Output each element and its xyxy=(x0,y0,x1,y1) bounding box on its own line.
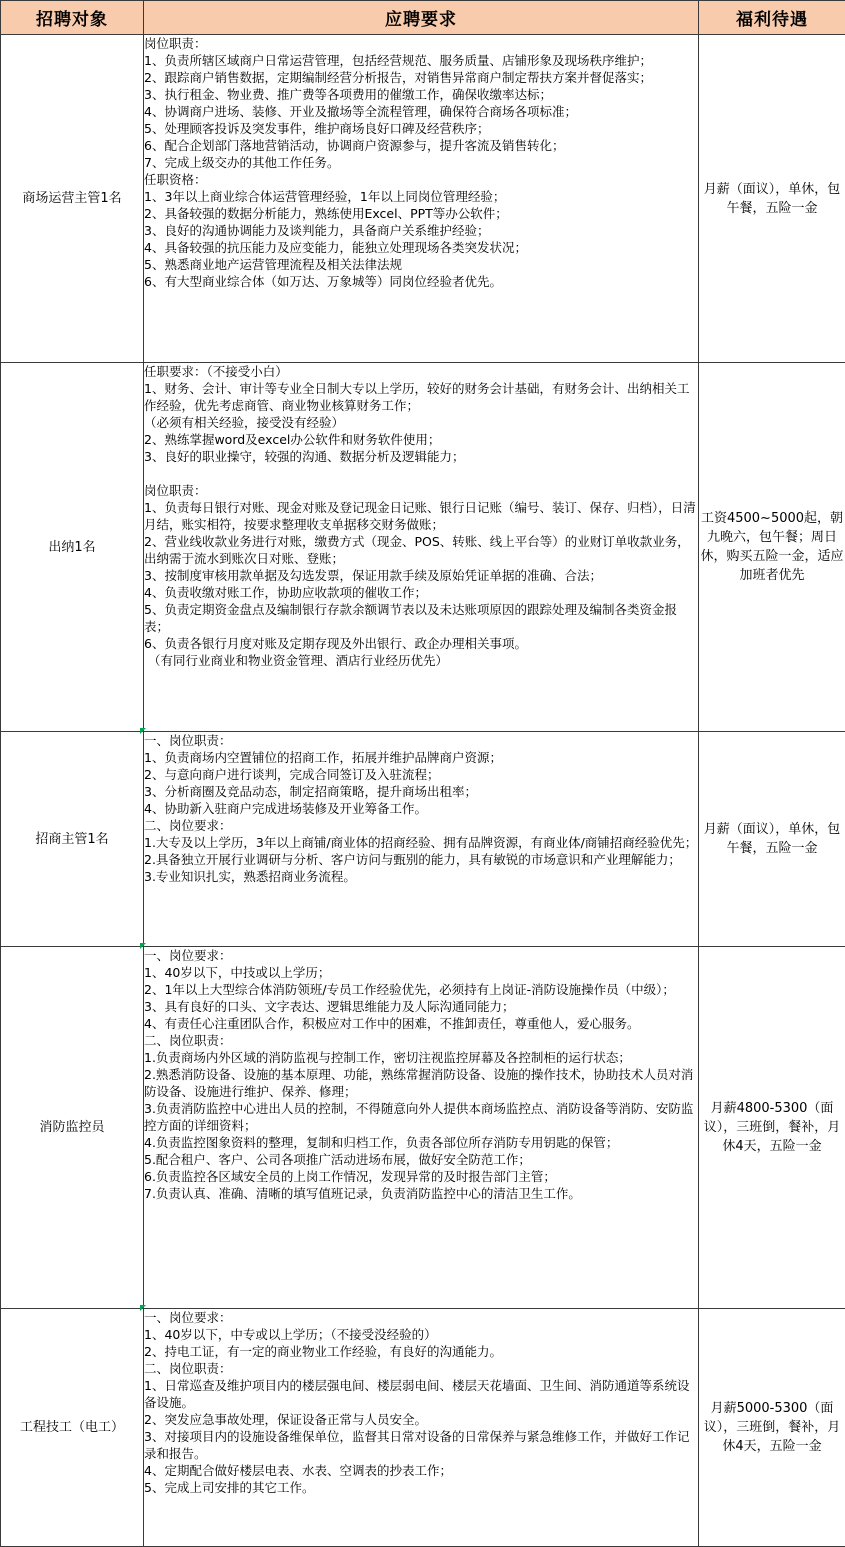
requirement-line: 2、突发应急事故处理，保证设备正常与人员安全。 xyxy=(144,1411,698,1428)
position-name: 招商主管1名 xyxy=(1,732,144,947)
requirement-line: 4、协助新入驻商户完成进场装修及开业筹备工作。 xyxy=(144,800,698,817)
requirement-line: 一、岗位要求： xyxy=(144,947,698,964)
requirement-line: 1、3年以上商业综合体运营管理经验，1年以上同岗位管理经验； xyxy=(144,188,698,205)
benefits-text: 月薪5000-5300（面议），三班倒，餐补，月休4天，五险一金 xyxy=(699,1309,845,1547)
requirement-line: 6、有大型商业综合体（如万达、万象城等）同岗位经验者优先。 xyxy=(144,273,698,290)
requirement-line: 3、良好的沟通协调能力及谈判能力，具备商户关系维护经验； xyxy=(144,222,698,239)
requirement-line: 3、分析商圈及竞品动态，制定招商策略，提升商场出租率； xyxy=(144,783,698,800)
requirement-line: 6、配合企划部门落地营销活动，协调商户资源参与，提升客流及销售转化； xyxy=(144,137,698,154)
requirement-line: 1、财务、会计、审计等专业全日制大专以上学历，较好的财务会计基础，有财务会计、出纳相关工作经验，优先考虑商管、商业物业核算财务工作； xyxy=(144,380,698,414)
position-name: 消防监控员 xyxy=(1,947,144,1309)
requirement-line: 1、负责商场内空置铺位的招商工作，拓展并维护品牌商户资源； xyxy=(144,749,698,766)
benefits-text: 月薪（面议），单休，包午餐，五险一金 xyxy=(699,732,845,947)
requirements-cell xyxy=(144,35,699,363)
requirement-line: 1、40岁以下，中技或以上学历； xyxy=(144,964,698,981)
table-header-row xyxy=(1,1,845,35)
requirement-line: 二、岗位职责： xyxy=(144,1032,698,1049)
requirement-line: 岗位职责： xyxy=(144,35,698,52)
requirement-line: 1.负责商场内外区域的消防监视与控制工作，密切注视监控屏幕及各控制柜的运行状态； xyxy=(144,1049,698,1066)
requirement-line: 一、岗位要求： xyxy=(144,1309,698,1326)
requirement-line: 7.负责认真、准确、清晰的填写值班记录，负责消防监控中心的清洁卫生工作。 xyxy=(144,1185,698,1202)
requirement-line: 7、完成上级交办的其他工作任务。 xyxy=(144,154,698,171)
requirement-line: 2、跟踪商户销售数据，定期编制经营分析报告，对销售异常商户制定帮扶方案并督促落实； xyxy=(144,69,698,86)
table-row xyxy=(1,732,845,947)
requirement-line: 2.具备独立开展行业调研与分析、客户访问与甄别的能力，具有敏锐的市场意识和产业理解能力； xyxy=(144,851,698,868)
requirement-line: 6、负责各银行月度对账及定期存现及外出银行、政企办理相关事项。 xyxy=(144,635,698,652)
requirement-line: 4、有责任心注重团队合作，积极应对工作中的困难，不推卸责任，尊重他人，爱心服务。 xyxy=(144,1015,698,1032)
requirement-line: 3、按制度审核用款单据及勾选发票，保证用款手续及原始凭证单据的准确、合法； xyxy=(144,567,698,584)
requirements-cell xyxy=(144,732,699,947)
requirement-line: 岗位职责： xyxy=(144,482,698,499)
requirement-line: 5、处理顾客投诉及突发事件，维护商场良好口碑及经营秩序； xyxy=(144,120,698,137)
requirements-cell xyxy=(144,1309,699,1547)
requirement-line: 2、具备较强的数据分析能力，熟练使用Excel、PPT等办公软件； xyxy=(144,205,698,222)
requirement-line: 1、40岁以下，中专或以上学历；（不接受没经验的） xyxy=(144,1326,698,1343)
requirement-line: 3.专业知识扎实，熟悉招商业务流程。 xyxy=(144,868,698,885)
requirement-line: 4、协调商户进场、装修、开业及撤场等全流程管理，确保符合商场各项标准； xyxy=(144,103,698,120)
table-row xyxy=(1,363,845,732)
requirement-line: 4、定期配合做好楼层电表、水表、空调表的抄表工作； xyxy=(144,1462,698,1479)
table-row xyxy=(1,35,845,363)
requirement-line: 2、熟练掌握word及excel办公软件和财务软件使用； xyxy=(144,431,698,448)
requirement-line: （有同行业商业和物业资金管理、酒店行业经历优先） xyxy=(144,652,698,669)
requirement-line: 5.配合租户、客户、公司各项推广活动进场布展，做好安全防范工作； xyxy=(144,1151,698,1168)
requirement-line: 1、负责所辖区域商户日常运营管理，包括经营规范、服务质量、店铺形象及现场秩序维护； xyxy=(144,52,698,69)
benefits-text: 工资4500~5000起，朝九晚六，包午餐；周日休，购买五险一金，适应加班者优先 xyxy=(699,363,845,732)
requirements-cell xyxy=(144,947,699,1309)
requirement-line: 1、负责每日银行对账、现金对账及登记现金日记账、银行日记账（编号、装订、保存、归档），日清月结，账实相符，按要求整理收支单据移交财务做账； xyxy=(144,499,698,533)
position-name: 商场运营主管1名 xyxy=(1,35,144,363)
requirement-line: 5、负责定期资金盘点及编制银行存款余额调节表以及未达账项原因的跟踪处理及编制各类资金报表； xyxy=(144,601,698,635)
header-position: 招聘对象 xyxy=(1,1,144,35)
requirement-line: 1、日常巡查及维护项目内的楼层强电间、楼层弱电间、楼层天花墙面、卫生间、消防通道等系统设备设施。 xyxy=(144,1377,698,1411)
requirements-cell xyxy=(144,363,699,732)
requirement-line: 3.负责消防监控中心进出人员的控制，不得随意向外人提供本商场监控点、消防设备等消防、安防监控方面的详细资料； xyxy=(144,1100,698,1134)
position-name: 工程技工（电工） xyxy=(1,1309,144,1547)
header-requirements: 应聘要求 xyxy=(144,1,699,35)
requirement-line: 2、营业线收款业务进行对账，缴费方式（现金、POS、转账、线上平台等）的业财订单收款业务，出纳需于流水到账次日对账、登账； xyxy=(144,533,698,567)
requirement-line: 2、与意向商户进行谈判，完成合同签订及入驻流程； xyxy=(144,766,698,783)
requirement-line: 5、完成上司安排的其它工作。 xyxy=(144,1479,698,1496)
header-benefits: 福利待遇 xyxy=(699,1,845,35)
requirement-line: 2.熟悉消防设备、设施的基本原理、功能，熟练常握消防设备、设施的操作技术，协助技术人员对消防设备、设施进行维护、保养、修理； xyxy=(144,1066,698,1100)
requirement-line: （必须有相关经验，接受没有经验） xyxy=(144,414,698,431)
requirement-line: 任职要求：（不接受小白） xyxy=(144,363,698,380)
requirement-line: 一、岗位职责： xyxy=(144,732,698,749)
requirement-line: 4、具备较强的抗压能力及应变能力，能独立处理现场各类突发状况； xyxy=(144,239,698,256)
benefits-text: 月薪4800-5300（面议），三班倒，餐补，月休4天，五险一金 xyxy=(699,947,845,1309)
requirement-line: 3、对接项目内的设施设备维保单位，监督其日常对设备的日常保养与紧急维修工作，并做好工作记录和报告。 xyxy=(144,1428,698,1462)
table-row xyxy=(1,947,845,1309)
requirement-line: 2、持电工证，有一定的商业物业工作经验，有良好的沟通能力。 xyxy=(144,1343,698,1360)
requirement-line: 3、具有良好的口头、文字表达、逻辑思维能力及人际沟通同能力； xyxy=(144,998,698,1015)
requirement-line: 3、良好的职业操守，较强的沟通、数据分析及逻辑能力； xyxy=(144,448,698,465)
requirement-line: 2、1年以上大型综合体消防领班/专员工作经验优先，必须持有上岗证-消防设施操作员（中级）； xyxy=(144,981,698,998)
requirement-line: 6.负责监控各区域安全员的上岗工作情况，发现异常的及时报告部门主管； xyxy=(144,1168,698,1185)
position-name: 出纳1名 xyxy=(1,363,144,732)
requirement-line: 二、岗位要求： xyxy=(144,817,698,834)
requirement-line: 5、熟悉商业地产运营管理流程及相关法律法规 xyxy=(144,256,698,273)
benefits-text: 月薪（面议），单休，包午餐，五险一金 xyxy=(699,35,845,363)
requirement-line: 二、岗位职责： xyxy=(144,1360,698,1377)
table-row xyxy=(1,1309,845,1547)
requirement-line: 4、负责收缴对账工作，协助应收款项的催收工作； xyxy=(144,584,698,601)
requirement-line: 1.大专及以上学历，3年以上商铺/商业体的招商经验、拥有品牌资源，有商业体/商铺招商经验优先； xyxy=(144,834,698,851)
requirement-line xyxy=(144,465,698,482)
requirement-line: 任职资格： xyxy=(144,171,698,188)
requirement-line: 4.负责监控图象资料的整理，复制和归档工作，负责各部位所存消防专用钥匙的保管； xyxy=(144,1134,698,1151)
requirement-line: 3、执行租金、物业费、推广费等各项费用的催缴工作，确保收缴率达标； xyxy=(144,86,698,103)
